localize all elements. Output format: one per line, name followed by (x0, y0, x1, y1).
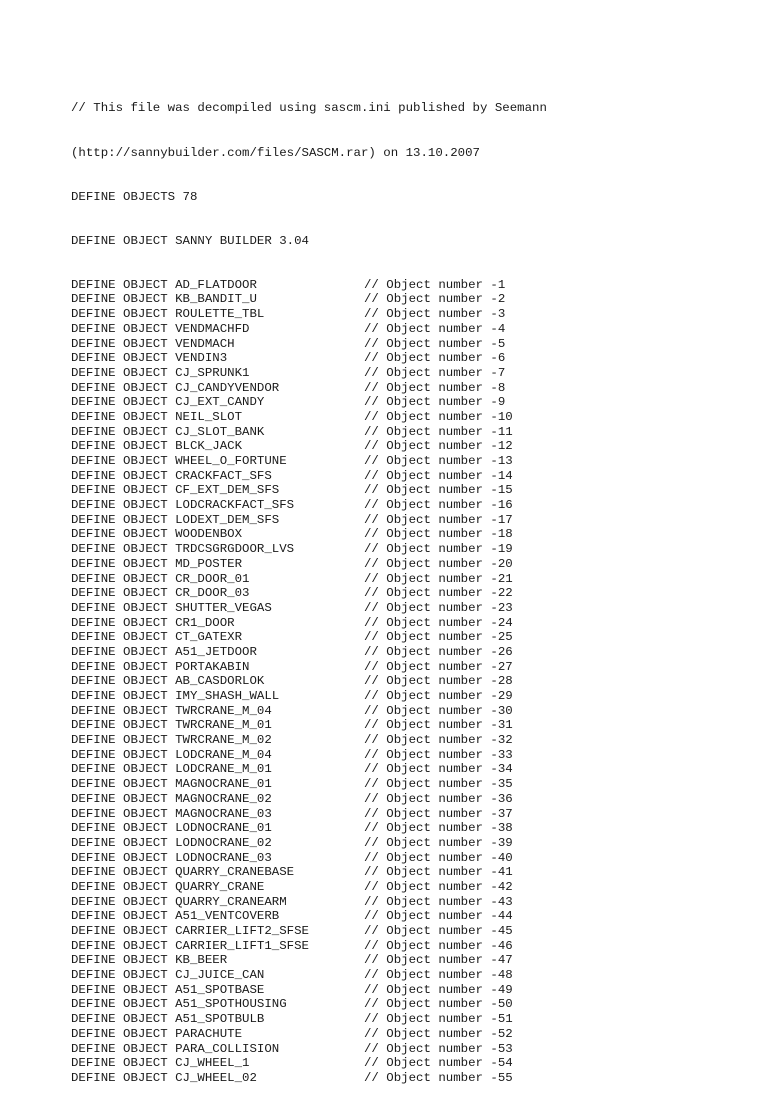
object-number-comment: // Object number -12 (364, 439, 513, 454)
object-definition: DEFINE OBJECT KB_BEER (71, 953, 228, 968)
object-number-comment: // Object number -17 (364, 512, 513, 527)
document-body (71, 72, 751, 1100)
object-number-comment: // Object number -8 (364, 380, 506, 395)
object-definition-row (71, 513, 751, 528)
object-definition: DEFINE OBJECT CARRIER_LIFT1_SFSE (71, 938, 309, 953)
object-definition: DEFINE OBJECT LODCRANE_M_04 (71, 747, 272, 762)
object-number-comment: // Object number -14 (364, 468, 513, 483)
object-definition: DEFINE OBJECT VENDIN3 (71, 351, 228, 366)
object-definition-row (71, 968, 751, 983)
object-definition-row (71, 381, 751, 396)
object-definition: DEFINE OBJECT PORTAKABIN (71, 659, 250, 674)
object-number-comment: // Object number -1 (364, 277, 506, 292)
object-definition-row (71, 821, 751, 836)
object-definition-row (71, 733, 751, 748)
object-definition-row (71, 337, 751, 352)
object-definition: DEFINE OBJECT A51_JETDOOR (71, 644, 257, 659)
object-number-comment: // Object number -45 (364, 924, 513, 939)
object-definition-row (71, 851, 751, 866)
object-number-comment: // Object number -36 (364, 791, 513, 806)
object-definition-row (71, 322, 751, 337)
object-definition-row (71, 939, 751, 954)
object-definition: DEFINE OBJECT TRDCSGRGDOOR_LVS (71, 542, 295, 557)
object-number-comment: // Object number -20 (364, 556, 513, 571)
object-definition-row (71, 586, 751, 601)
object-definition-row (71, 865, 751, 880)
object-definition: DEFINE OBJECT LODNOCRANE_03 (71, 850, 272, 865)
object-definition: DEFINE OBJECT QUARRY_CRANEBASE (71, 865, 295, 880)
object-definition-row (71, 748, 751, 763)
object-definition: DEFINE OBJECT CARRIER_LIFT2_SFSE (71, 924, 309, 939)
object-definition-row (71, 807, 751, 822)
object-definition: DEFINE OBJECT A51_VENTCOVERB (71, 909, 280, 924)
object-number-comment: // Object number -52 (364, 1026, 513, 1041)
object-definition: DEFINE OBJECT ROULETTE_TBL (71, 307, 265, 322)
object-number-comment: // Object number -13 (364, 454, 513, 469)
object-definition: DEFINE OBJECT LODEXT_DEM_SFS (71, 512, 280, 527)
object-definition: DEFINE OBJECT TWRCRANE_M_02 (71, 733, 272, 748)
object-definition-row (71, 1042, 751, 1057)
object-definition-row (71, 660, 751, 675)
object-definition: DEFINE OBJECT WHEEL_O_FORTUNE (71, 454, 287, 469)
object-number-comment: // Object number -25 (364, 630, 513, 645)
object-definition: DEFINE OBJECT MAGNOCRANE_01 (71, 777, 272, 792)
object-definition: DEFINE OBJECT CT_GATEXR (71, 630, 243, 645)
object-definition-row (71, 645, 751, 660)
object-definition: DEFINE OBJECT NEIL_SLOT (71, 409, 243, 424)
object-definition-row (71, 836, 751, 851)
object-definition: DEFINE OBJECT CF_EXT_DEM_SFS (71, 483, 280, 498)
object-definition-row (71, 953, 751, 968)
object-definition-row (71, 1012, 751, 1027)
object-number-comment: // Object number -43 (364, 894, 513, 909)
object-definition-row (71, 527, 751, 542)
object-definition-row (71, 880, 751, 895)
object-number-comment: // Object number -44 (364, 909, 513, 924)
object-number-comment: // Object number -49 (364, 982, 513, 997)
object-definition: DEFINE OBJECT CJ_WHEEL_02 (71, 1070, 257, 1085)
object-number-comment: // Object number -48 (364, 968, 513, 983)
object-definition: DEFINE OBJECT AB_CASDORLOK (71, 674, 265, 689)
object-number-comment: // Object number -54 (364, 1056, 513, 1071)
object-definition-row (71, 601, 751, 616)
object-number-comment: // Object number -47 (364, 953, 513, 968)
object-definition-row (71, 483, 751, 498)
object-definition-row (71, 924, 751, 939)
object-definition-row (71, 1056, 751, 1071)
object-definition-row (71, 395, 751, 410)
object-definition-row (71, 366, 751, 381)
object-definition-row (71, 997, 751, 1012)
object-definition: DEFINE OBJECT CJ_JUICE_CAN (71, 968, 265, 983)
object-definition-row (71, 762, 751, 777)
object-number-comment: // Object number -21 (364, 571, 513, 586)
object-definition: DEFINE OBJECT CR1_DOOR (71, 615, 235, 630)
object-number-comment: // Object number -33 (364, 747, 513, 762)
object-definition-row (71, 674, 751, 689)
object-definition-row (71, 792, 751, 807)
object-definition: DEFINE OBJECT IMY_SHASH_WALL (71, 689, 280, 704)
object-definition-row (71, 498, 751, 513)
object-definition: DEFINE OBJECT VENDMACHFD (71, 321, 250, 336)
define-objects-count: DEFINE OBJECTS 78 (71, 189, 198, 204)
object-definition-row (71, 572, 751, 587)
object-definition-row (71, 469, 751, 484)
object-number-comment: // Object number -6 (364, 351, 506, 366)
object-definition-row (71, 630, 751, 645)
object-number-comment: // Object number -40 (364, 850, 513, 865)
object-definition-row (71, 439, 751, 454)
object-definition-row (71, 689, 751, 704)
object-number-comment: // Object number -4 (364, 321, 506, 336)
object-number-comment: // Object number -46 (364, 938, 513, 953)
object-definition-row (71, 351, 751, 366)
header-comment-line-2: (http://sannybuilder.com/files/SASCM.rar) on 13.10.2007 (71, 145, 480, 160)
object-number-comment: // Object number -5 (364, 336, 506, 351)
object-definition-row (71, 307, 751, 322)
object-number-comment: // Object number -10 (364, 409, 513, 424)
header-comment-line-1: // This file was decompiled using sascm.ini published by Seemann (71, 101, 547, 116)
object-definition: DEFINE OBJECT SHUTTER_VEGAS (71, 600, 272, 615)
object-number-comment: // Object number -22 (364, 586, 513, 601)
object-number-comment: // Object number -18 (364, 527, 513, 542)
object-definition-row (71, 777, 751, 792)
object-definition: DEFINE OBJECT KB_BANDIT_U (71, 292, 257, 307)
object-number-comment: // Object number -55 (364, 1070, 513, 1085)
object-definition: DEFINE OBJECT A51_SPOTHOUSING (71, 997, 287, 1012)
object-definition: DEFINE OBJECT CJ_WHEEL_1 (71, 1056, 250, 1071)
object-definition: DEFINE OBJECT MD_POSTER (71, 556, 243, 571)
object-definition-row (71, 983, 751, 998)
object-definition: DEFINE OBJECT PARACHUTE (71, 1026, 243, 1041)
object-number-comment: // Object number -41 (364, 865, 513, 880)
object-definition: DEFINE OBJECT TWRCRANE_M_01 (71, 718, 272, 733)
object-definition-row (71, 542, 751, 557)
object-definition: DEFINE OBJECT WOODENBOX (71, 527, 243, 542)
object-definition-row (71, 292, 751, 307)
object-number-comment: // Object number -28 (364, 674, 513, 689)
object-number-comment: // Object number -32 (364, 733, 513, 748)
object-number-comment: // Object number -19 (364, 542, 513, 557)
object-definition: DEFINE OBJECT PARA_COLLISION (71, 1041, 280, 1056)
object-definition: DEFINE OBJECT LODCRACKFACT_SFS (71, 498, 295, 513)
object-number-comment: // Object number -42 (364, 879, 513, 894)
object-number-comment: // Object number -2 (364, 292, 506, 307)
object-definition: DEFINE OBJECT A51_SPOTBASE (71, 982, 265, 997)
define-object-sanny-builder: DEFINE OBJECT SANNY BUILDER 3.04 (71, 233, 309, 248)
object-definition-row (71, 704, 751, 719)
object-number-comment: // Object number -39 (364, 835, 513, 850)
object-definition: DEFINE OBJECT CJ_SPRUNK1 (71, 365, 250, 380)
object-number-comment: // Object number -15 (364, 483, 513, 498)
object-definition-row (71, 425, 751, 440)
object-number-comment: // Object number -51 (364, 1012, 513, 1027)
object-definition-row (71, 1071, 751, 1086)
object-definition-row (71, 718, 751, 733)
object-definition: DEFINE OBJECT CR_DOOR_01 (71, 571, 250, 586)
object-number-comment: // Object number -16 (364, 498, 513, 513)
object-number-comment: // Object number -23 (364, 600, 513, 615)
object-number-comment: // Object number -35 (364, 777, 513, 792)
object-definition-row (71, 557, 751, 572)
object-definition: DEFINE OBJECT TWRCRANE_M_04 (71, 703, 272, 718)
object-number-comment: // Object number -26 (364, 644, 513, 659)
object-definition-list (71, 278, 751, 1086)
object-definition: DEFINE OBJECT CJ_EXT_CANDY (71, 395, 265, 410)
object-number-comment: // Object number -31 (364, 718, 513, 733)
object-definition-row (71, 454, 751, 469)
object-definition: DEFINE OBJECT CR_DOOR_03 (71, 586, 250, 601)
object-number-comment: // Object number -9 (364, 395, 506, 410)
object-definition: DEFINE OBJECT QUARRY_CRANEARM (71, 894, 287, 909)
object-definition: DEFINE OBJECT LODNOCRANE_01 (71, 821, 272, 836)
object-definition: DEFINE OBJECT LODNOCRANE_02 (71, 835, 272, 850)
object-number-comment: // Object number -38 (364, 821, 513, 836)
object-number-comment: // Object number -29 (364, 689, 513, 704)
object-number-comment: // Object number -50 (364, 997, 513, 1012)
object-number-comment: // Object number -37 (364, 806, 513, 821)
object-definition: DEFINE OBJECT AD_FLATDOOR (71, 277, 257, 292)
object-definition: DEFINE OBJECT CJ_CANDYVENDOR (71, 380, 280, 395)
object-number-comment: // Object number -30 (364, 703, 513, 718)
object-definition-row (71, 1027, 751, 1042)
object-definition: DEFINE OBJECT MAGNOCRANE_02 (71, 791, 272, 806)
object-definition: DEFINE OBJECT CJ_SLOT_BANK (71, 424, 265, 439)
object-definition-row (71, 410, 751, 425)
object-number-comment: // Object number -27 (364, 659, 513, 674)
object-definition-row (71, 616, 751, 631)
object-definition-row (71, 278, 751, 293)
object-number-comment: // Object number -24 (364, 615, 513, 630)
object-definition: DEFINE OBJECT A51_SPOTBULB (71, 1012, 265, 1027)
object-number-comment: // Object number -34 (364, 762, 513, 777)
object-definition: DEFINE OBJECT LODCRANE_M_01 (71, 762, 272, 777)
object-definition: DEFINE OBJECT BLCK_JACK (71, 439, 243, 454)
object-definition: DEFINE OBJECT CRACKFACT_SFS (71, 468, 272, 483)
object-definition: DEFINE OBJECT VENDMACH (71, 336, 235, 351)
object-number-comment: // Object number -53 (364, 1041, 513, 1056)
object-definition: DEFINE OBJECT MAGNOCRANE_03 (71, 806, 272, 821)
object-definition-row (71, 909, 751, 924)
object-number-comment: // Object number -11 (364, 424, 513, 439)
object-number-comment: // Object number -3 (364, 307, 506, 322)
object-definition-row (71, 895, 751, 910)
object-number-comment: // Object number -7 (364, 365, 506, 380)
object-definition: DEFINE OBJECT QUARRY_CRANE (71, 879, 265, 894)
